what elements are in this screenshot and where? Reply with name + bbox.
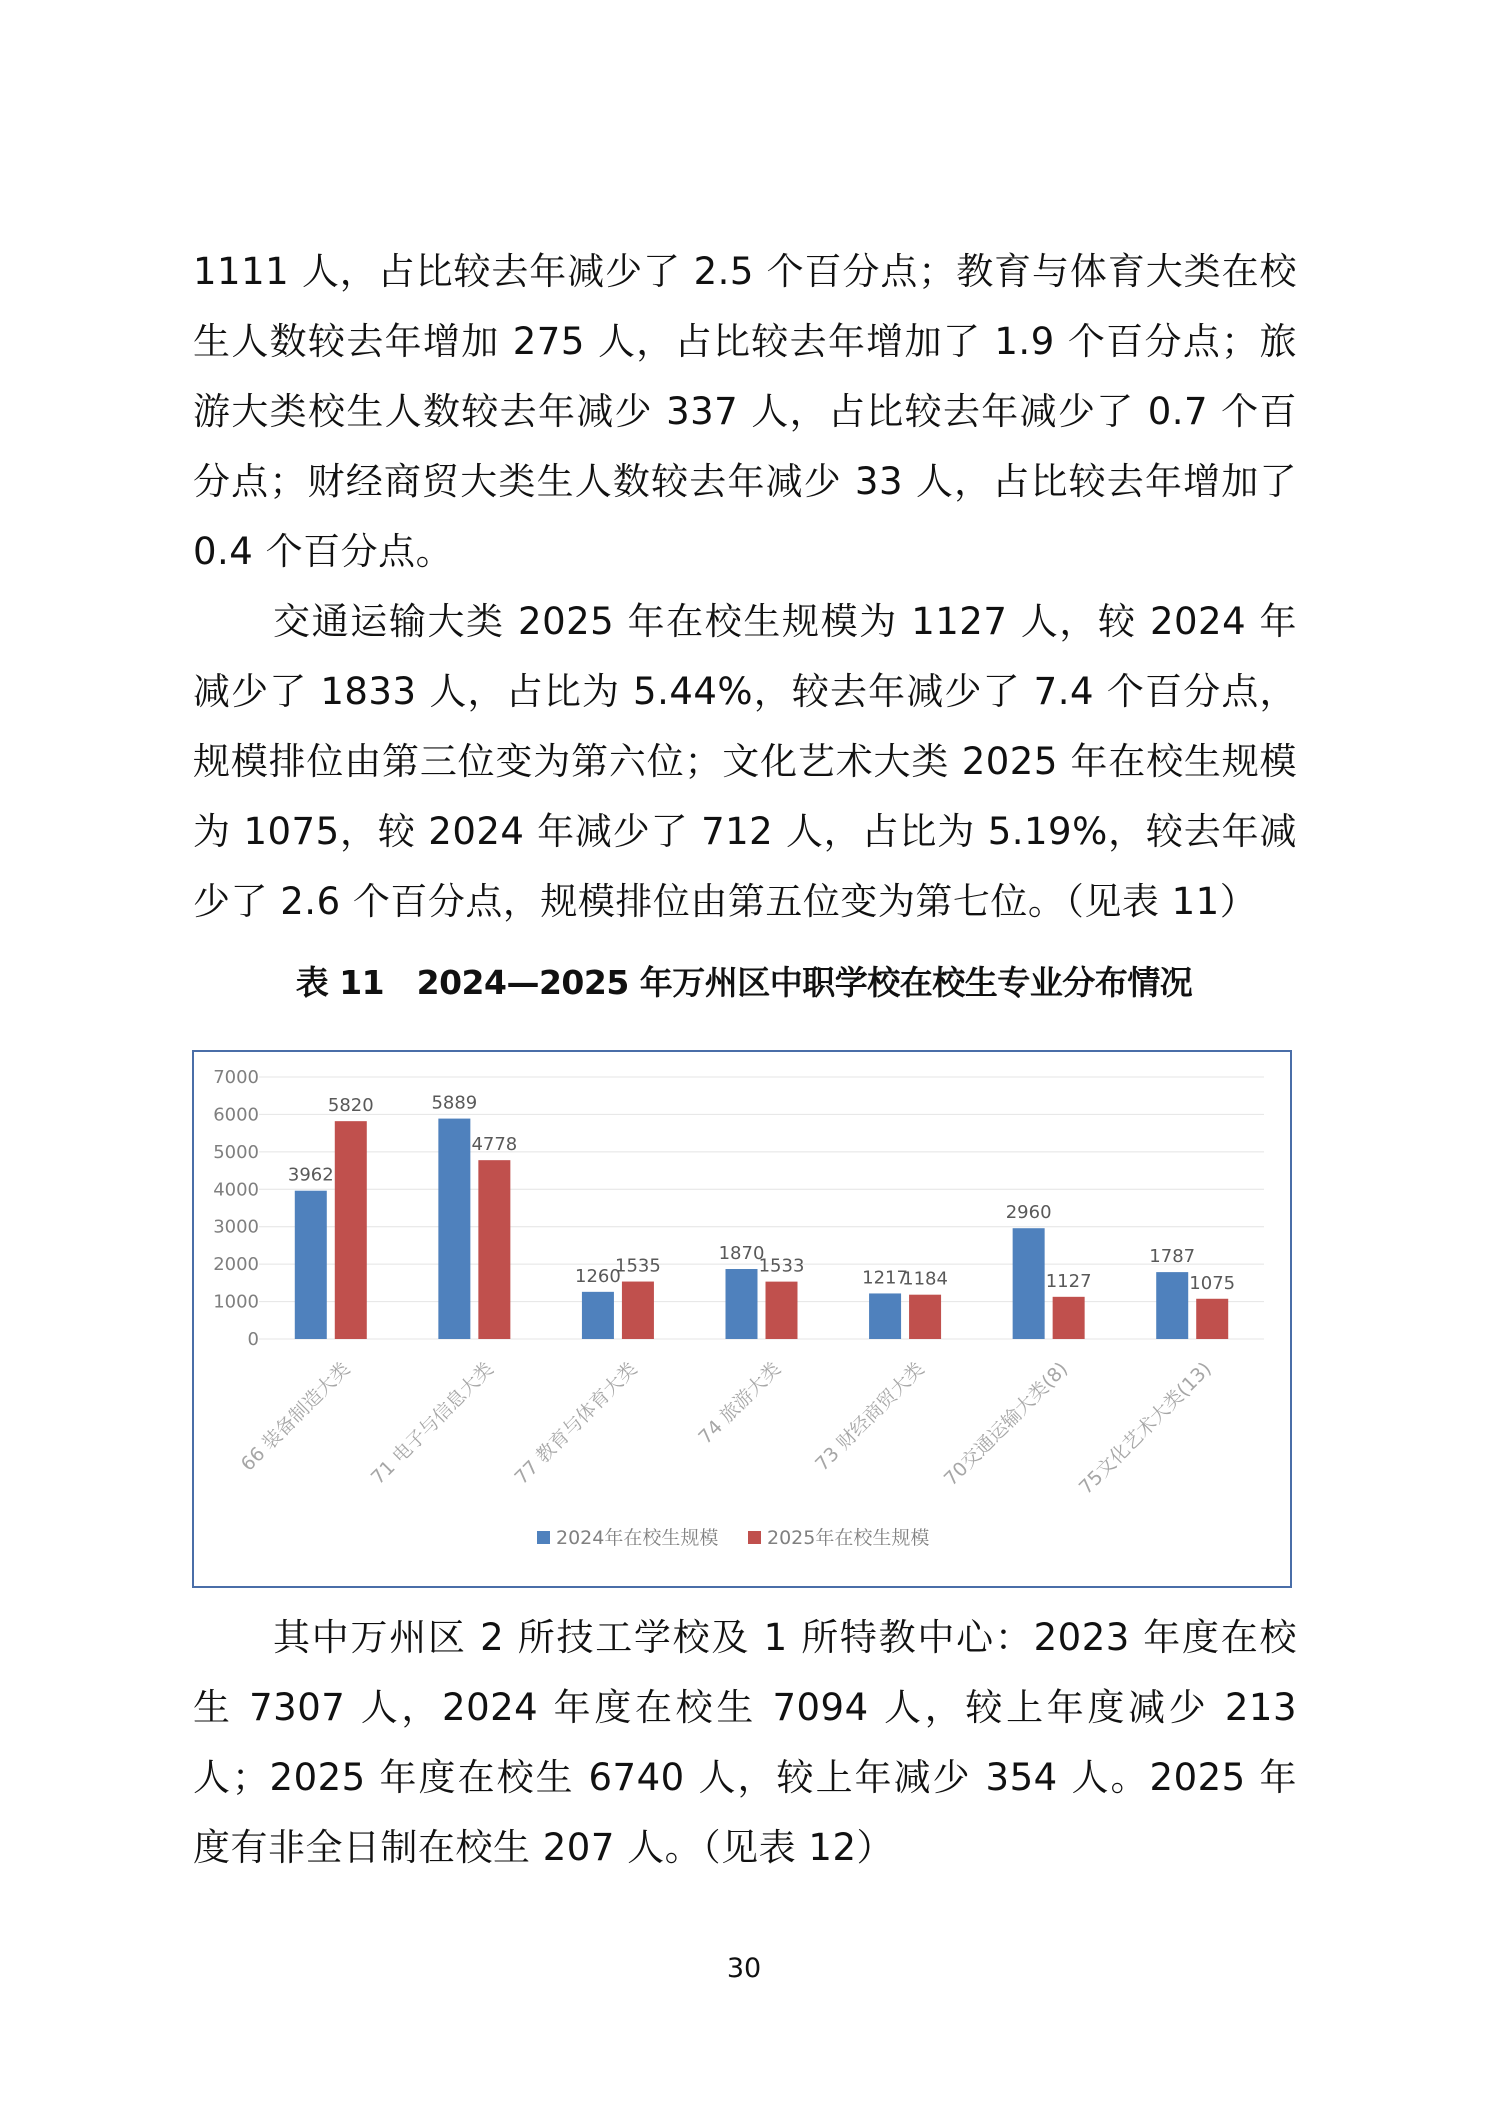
- data-label: 1533: [758, 1255, 805, 1277]
- page-number: 30: [726, 1953, 762, 1984]
- data-label: 1184: [902, 1268, 948, 1290]
- x-tick-label: 71 电子与信息大类: [366, 1357, 498, 1489]
- bar: [582, 1292, 614, 1339]
- bar: [766, 1282, 798, 1339]
- data-labels: [288, 1093, 1235, 1294]
- data-label: 1787: [1149, 1246, 1196, 1268]
- bar-chart: [194, 1052, 1290, 1586]
- bar: [335, 1121, 367, 1339]
- data-label: 5820: [327, 1095, 374, 1117]
- data-label: 2960: [1005, 1202, 1052, 1224]
- x-tick-label: 77 教育与体育大类: [510, 1357, 642, 1489]
- x-tick-label: 73 财经商贸大类: [811, 1357, 929, 1476]
- y-tick-label: 1000: [213, 1291, 259, 1313]
- data-label: 5889: [431, 1092, 478, 1114]
- y-tick-label: 6000: [213, 1104, 259, 1126]
- legend-swatch: [748, 1531, 761, 1544]
- bar: [438, 1119, 470, 1339]
- data-label: 1217: [862, 1267, 908, 1289]
- data-label: 1075: [1189, 1272, 1236, 1294]
- bar: [622, 1282, 654, 1339]
- bar: [478, 1160, 510, 1339]
- chart-gridlines: [259, 1077, 1264, 1339]
- legend-label: 2024年在校生规模: [556, 1527, 719, 1549]
- y-tick-label: 7000: [213, 1067, 259, 1088]
- legend-label: 2025年在校生规模: [767, 1527, 930, 1549]
- table-caption: 表 11 2024—2025 年万州区中职学校在校生专业分布情况: [295, 963, 1193, 1002]
- data-label: 1127: [1045, 1270, 1092, 1292]
- data-label: 4778: [471, 1134, 518, 1156]
- x-tick-label: 75文化艺术大类(13): [1074, 1357, 1216, 1499]
- data-label: 1535: [615, 1255, 661, 1277]
- chart-legend: [537, 1527, 929, 1549]
- chart-frame: [192, 1050, 1292, 1588]
- paragraph-1: 1111 人，占比较去年减少了 2.5 个百分点；教育与体育大类在校生人数较去年增加 275 人，占比较去年增加了 1.9 个百分点；旅游大类校生人数较去年减少 337 人，占比较去年减少了 0.7 个百分点；财经商贸大类生人数较去年减少 33 人，占比较去年增加了 0.4 个百分点。: [193, 250, 1297, 573]
- y-tick-label: 3000: [213, 1216, 259, 1238]
- bar: [869, 1293, 901, 1339]
- y-tick-label: 5000: [213, 1141, 259, 1163]
- y-tick-label: 0: [247, 1329, 259, 1350]
- data-label: 1260: [575, 1265, 621, 1287]
- y-tick-label: 4000: [213, 1179, 259, 1201]
- data-label: 3962: [287, 1164, 334, 1186]
- x-axis-ticks: [237, 1358, 1216, 1499]
- bar: [1156, 1272, 1188, 1339]
- x-tick-label: 66 装备制造大类: [236, 1357, 355, 1476]
- legend-swatch: [537, 1531, 550, 1544]
- paragraph-3: 其中万州区 2 所技工学校及 1 所特教中心：2023 年度在校生 7307 人，2024 年度在校生 7094 人，较上年度减少 213 人；2025 年度在校生 6740 人，较上年减少 354 人。2025 年度有非全日制在校生 207 人。（见表 12）: [193, 1616, 1297, 1869]
- bar: [726, 1269, 758, 1339]
- bar: [295, 1191, 327, 1339]
- bar: [909, 1295, 941, 1339]
- y-axis-ticks: [213, 1067, 259, 1350]
- x-tick-label: 70交通运输大类(8): [939, 1357, 1073, 1491]
- x-tick-label: 74 旅游大类: [694, 1357, 786, 1449]
- y-tick-label: 2000: [213, 1254, 259, 1276]
- bar: [1013, 1228, 1045, 1339]
- bar: [1053, 1297, 1085, 1339]
- bar: [1196, 1299, 1228, 1339]
- data-label: 1870: [718, 1243, 765, 1265]
- paragraph-2: 交通运输大类 2025 年在校生规模为 1127 人，较 2024 年减少了 1833 人，占比为 5.44%，较去年减少了 7.4 个百分点，规模排位由第三位变为第六位；文化艺术大类 2025 年在校生规模为 1075，较 2024 年减少了 712 人，占比为 5.19%，较去年减少了 2.6 个百分点，规模排位由第五位变为第七位。（见表 11）: [193, 600, 1297, 923]
